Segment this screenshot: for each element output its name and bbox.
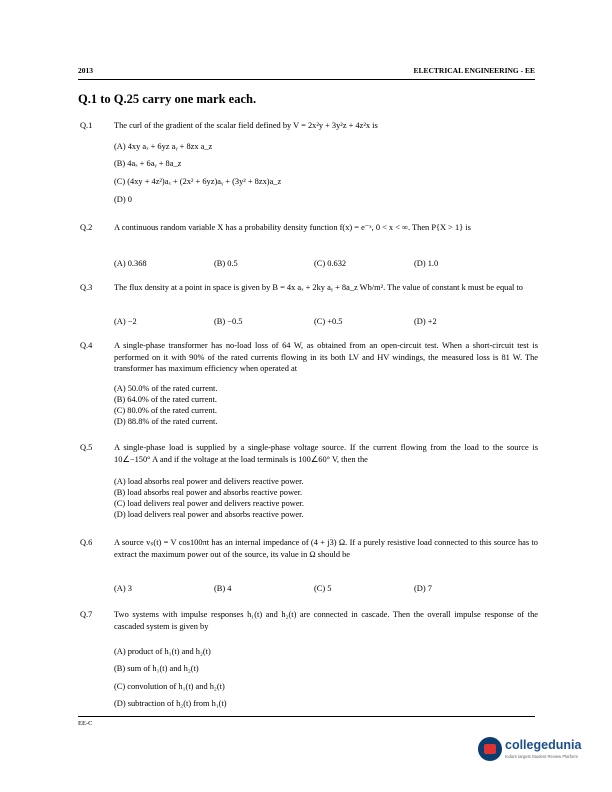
option-d: (D) load delivers real power and absorbs reactive power. bbox=[114, 510, 304, 519]
option-b: (B) −0.5 bbox=[214, 317, 243, 326]
option-d: (D) 1.0 bbox=[414, 259, 439, 268]
option-a: (A) 0.368 bbox=[114, 259, 147, 268]
option-d: (D) subtraction of h₂(t) from h₁(t) bbox=[114, 699, 227, 708]
exam-subject: ELECTRICAL ENGINEERING - EE bbox=[413, 66, 535, 75]
option-c: (C) 0.632 bbox=[314, 259, 347, 268]
paper-code: EE-C bbox=[78, 720, 93, 727]
option-b: (B) sum of h₁(t) and h₂(t) bbox=[114, 664, 199, 673]
question-stem: A source vₛ(t) = V cos100πt has an internal impedance of (4 + j3) Ω. If a purely resistive load connected to this source has to extract the maximum power out of the source, its value in Ω should be bbox=[114, 538, 538, 559]
question-stem: A continuous random variable X has a probability density function f(x) = e⁻ˣ, 0 < x < ∞. Then P{X > 1} is bbox=[114, 223, 471, 232]
option-a: (A) product of h₁(t) and h₂(t) bbox=[114, 647, 211, 656]
option-b: (B) 64.0% of the rated current. bbox=[114, 395, 218, 404]
option-d: (D) 0 bbox=[114, 195, 132, 204]
footer-rule bbox=[78, 716, 535, 718]
logo-brand: collegedunia bbox=[505, 738, 582, 752]
option-b: (B) 4aₓ + 6aᵧ + 8a_z bbox=[114, 159, 182, 168]
option-a: (A) 50.0% of the rated current. bbox=[114, 384, 218, 393]
question-number: Q.7 bbox=[80, 610, 93, 619]
option-c: (C) load delivers real power and delivers reactive power. bbox=[114, 499, 304, 508]
question-stem: The curl of the gradient of the scalar field defined by V = 2x²y + 3y²z + 4z²x is bbox=[114, 121, 378, 130]
option-a: (A) −2 bbox=[114, 317, 137, 326]
mascot-icon bbox=[478, 737, 502, 761]
question-number: Q.5 bbox=[80, 443, 93, 452]
question-stem: The flux density at a point in space is given by B = 4x aₓ + 2ky aᵧ + 8a_z Wb/m². The value of constant k must be equal to bbox=[114, 283, 523, 292]
exam-year: 2013 bbox=[78, 66, 93, 75]
option-d: (D) +2 bbox=[414, 317, 437, 326]
question-number: Q.1 bbox=[80, 121, 93, 130]
option-c: (C) 80.0% of the rated current. bbox=[114, 406, 218, 415]
collegedunia-logo bbox=[478, 737, 598, 765]
option-c: (C) (4xy + 4z²)aₓ + (2x² + 6yz)aᵧ + (3y² + 8zx)a_z bbox=[114, 177, 282, 186]
question-stem: A single-phase transformer has no-load loss of 64 W, as obtained from an open-circuit test. When a short-circuit test is performed on it with 90% of the rated currents flowing in its both LV and HV windings, the measured loss is 81 W. The transformer has maximum efficiency when operated at bbox=[114, 341, 538, 373]
option-b: (B) 4 bbox=[214, 584, 232, 593]
question-number: Q.4 bbox=[80, 341, 93, 350]
option-c: (C) convolution of h₁(t) and h₂(t) bbox=[114, 682, 225, 691]
option-a: (A) 3 bbox=[114, 584, 132, 593]
question-stem: A single-phase load is supplied by a single-phase voltage source. If the current flowing from the load to the source is 10∠−150° A and if the voltage at the load terminals is 100∠60° V, then the bbox=[114, 443, 538, 464]
option-a: (A) 4xy aₓ + 6yz aᵧ + 8zx a_z bbox=[114, 142, 213, 151]
option-d: (D) 88.8% of the rated current. bbox=[114, 417, 218, 426]
question-number: Q.2 bbox=[80, 223, 93, 232]
section-title: Q.1 to Q.25 carry one mark each. bbox=[78, 92, 257, 106]
page-header bbox=[78, 66, 535, 80]
option-b: (B) 0.5 bbox=[214, 259, 238, 268]
option-c: (C) +0.5 bbox=[314, 317, 343, 326]
logo-tagline: India's largest Student Review Platform bbox=[505, 754, 578, 759]
question-number: Q.3 bbox=[80, 283, 93, 292]
option-d: (D) 7 bbox=[414, 584, 432, 593]
option-c: (C) 5 bbox=[314, 584, 332, 593]
option-b: (B) load absorbs real power and absorbs reactive power. bbox=[114, 488, 303, 497]
option-a: (A) load absorbs real power and delivers reactive power. bbox=[114, 477, 304, 486]
question-stem: Two systems with impulse responses h₁(t) and h₂(t) are connected in cascade. Then the overall impulse response of the cascaded system is given by bbox=[114, 610, 538, 631]
question-number: Q.6 bbox=[80, 538, 93, 547]
